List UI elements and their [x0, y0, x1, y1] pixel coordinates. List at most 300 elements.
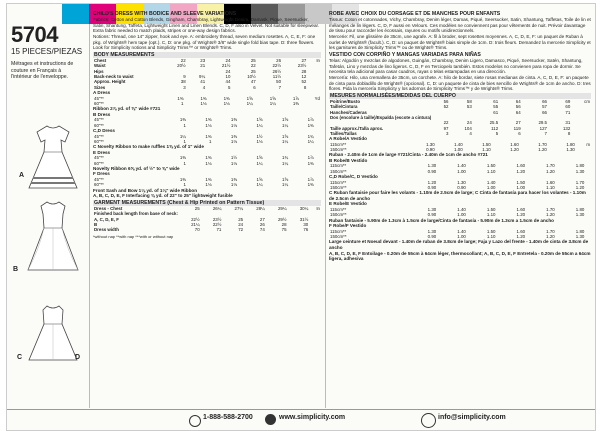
row-value: 1.20	[516, 212, 526, 218]
row-value: 1.00	[516, 184, 526, 190]
row-value	[309, 227, 321, 232]
row-label: Chest	[94, 58, 107, 64]
row-value: In	[316, 58, 320, 64]
row-value: 1½	[256, 133, 263, 139]
row-value: 0.90	[427, 234, 437, 240]
yardage-view-heading: C,D Robe/C, D Vestido	[329, 174, 378, 180]
row-value: 1⅛	[223, 100, 230, 106]
row-value: 104	[464, 125, 472, 131]
email-icon	[421, 413, 436, 428]
row-value: 3	[446, 130, 449, 136]
row-value: 1⅛	[230, 182, 238, 188]
row-value: 1.50	[486, 228, 496, 234]
spanish-merceria: Mercería: Hilo, una cremallera de 35cm, un corchete. A: hilo de bordar, siete rosas medianas de cinta. A, C, D, E, F: un paquete de cinta para dobladillo de Wrights® (opcional). C, D: un paquete de cinta de bies sencillo de Wrights® de 1cm de ancho. D: tres flores. Pida la mercería Simplicity y los adornos de Simplicity Trims™ y de Wrights® Trims.	[329, 74, 591, 92]
row-value: 1.10	[486, 234, 496, 240]
row-value: 23½	[212, 216, 222, 222]
row-value: 1.20	[546, 234, 555, 240]
yardage-note: C Novelty Ribbon to make ruffles 1⅝ yd. of 1" wide	[93, 144, 204, 150]
row-value: 26½	[272, 68, 282, 74]
row-value: 1⅛	[205, 182, 212, 188]
row-label: B	[94, 222, 98, 228]
row-label: Taille/Cintura	[330, 104, 358, 110]
yardage-view-heading: E Robe/E Vestido	[329, 201, 367, 207]
yardage-table	[93, 155, 321, 166]
row-label: 150cm**	[330, 184, 347, 190]
yardage-table	[329, 207, 591, 218]
row-value: 0.90	[427, 168, 437, 174]
row-value: 27	[259, 216, 265, 222]
row-value: 25	[194, 206, 200, 212]
row-label: 45"**	[94, 95, 104, 101]
row-value: 30	[303, 222, 309, 228]
footer-bar	[7, 409, 595, 430]
yardage-note: C Ruban fantaisie pour faire les volants - 1.10m de 2.5cm de large; C Cinta de fantasía para hacer los volantes - 1.10m de 2.5cm de ancho	[329, 190, 586, 201]
yardage-view-heading: F Dress	[93, 171, 110, 177]
row-value: 26	[276, 58, 282, 64]
english-yardage	[93, 90, 321, 193]
row-label: 150cm**	[330, 146, 347, 152]
row-value: 1⅝	[269, 95, 276, 101]
row-label: 60"**	[94, 100, 104, 106]
row-value: 1.70	[546, 163, 555, 169]
row-value: 22	[250, 63, 256, 69]
row-value: 47	[250, 79, 256, 85]
yardage-note: Ribbon 2⅞ yd. of ⅝" wide #721	[93, 106, 161, 112]
row-value: 6	[253, 84, 256, 90]
yardage-view-heading: B Robe/B Vestido	[329, 157, 368, 163]
row-value: 12	[301, 74, 307, 80]
row-value: Yd	[314, 95, 320, 101]
row-value: 24	[225, 58, 231, 64]
row-value: 1¼	[246, 100, 253, 106]
row-value: 21	[200, 63, 206, 69]
left-panel	[11, 24, 83, 81]
row-value: 72	[238, 227, 244, 233]
row-value: 56	[515, 104, 521, 110]
row-value: 25	[238, 216, 244, 222]
row-value: 21½	[221, 63, 231, 69]
row-value: 26¼	[212, 206, 222, 212]
yardage-table	[93, 177, 321, 188]
row-value: 1.10	[482, 146, 491, 152]
footer-phone: 1-888-588-2700	[203, 414, 253, 421]
row-value: 24	[225, 68, 231, 74]
row-value: 1.50	[486, 207, 496, 213]
row-value: 4	[469, 130, 472, 136]
row-value: 1.20	[516, 234, 526, 240]
row-value: 61	[493, 99, 499, 105]
french-tissus: Tissus: Coton et cotonnades, Vichy, Chambray, Denim léger, Damas, Piqué, Seersucker, Satin, Shantung, Taffetas, Toile de lin et mélanges de lin légers. C, D, F aussi en Velours. Ces modèles ne conviennent pas pour vêtements de nuit. Prévoir davantage de tissu pour raccorder les écossais, rayures ou motifs unidirectionnels.	[329, 17, 591, 34]
phone-icon	[189, 415, 201, 427]
row-value: 27¼	[234, 206, 244, 212]
row-value: 1⅜	[205, 155, 212, 161]
row-label: 115cm**	[330, 179, 347, 185]
row-value: 1⅜	[307, 182, 314, 188]
yardage-table	[329, 163, 591, 174]
yardage-view-heading: A Dress	[93, 89, 111, 95]
row-value: 1⅛	[205, 122, 212, 128]
row-value: 1.30	[426, 141, 435, 147]
view-b-label: B	[13, 266, 19, 273]
row-value: 24	[466, 120, 472, 126]
row-value: 9¼	[199, 74, 206, 80]
row-value: 1.40	[457, 163, 466, 169]
yardage-view-heading: F Robe/F Vestido	[329, 223, 367, 229]
row-value: 1.10	[486, 168, 496, 174]
view-a-label: A	[19, 172, 25, 179]
row-value: 1⅛	[205, 160, 212, 166]
pattern-number: 5704	[11, 22, 58, 47]
row-value: 74	[259, 227, 265, 233]
row-value: 1.70	[546, 207, 555, 213]
row-label: Dress width	[94, 227, 119, 233]
row-value: 1⅝	[282, 117, 289, 123]
row-label: 45"**	[94, 155, 104, 161]
row-value: 57	[542, 104, 547, 110]
row-value: 1⅛	[230, 122, 238, 128]
row-value: 1⅜	[230, 177, 238, 183]
row-value: 66	[542, 99, 547, 105]
row-value: 1⅝	[256, 155, 263, 161]
yardage-note: Large ceinture et Noeud devant - 1.40m de ruban de 3.8cm de large; Faja y Lazo del frente - 1.40m de cinta de 3.8cm de ancho	[329, 239, 589, 250]
row-value: 64	[515, 109, 521, 115]
row-value: 1.70	[546, 228, 555, 234]
row-value: 1⅝	[246, 95, 253, 101]
row-value: 71	[565, 109, 571, 115]
row-value: 1¼	[269, 100, 276, 106]
row-label: Taille approx./Talla aprox.	[330, 125, 384, 131]
row-value: 1⅜	[205, 117, 212, 123]
row-value: 1	[209, 138, 212, 144]
mesures-title: MESURES NORMALISÉES/MEDIDAS DEL CUERPO	[329, 93, 591, 99]
row-value: 1.30	[575, 212, 585, 218]
row-value: 0.90	[427, 212, 437, 218]
row-label: Dos (encolure à taille)/Espalda (escote a cintura)	[330, 114, 432, 120]
french-spanish-column	[329, 10, 591, 406]
row-value: 29½	[277, 216, 287, 222]
row-value: 1.20	[510, 146, 519, 152]
row-value: 1¼	[282, 138, 289, 144]
yardage-view-heading: B Dress	[93, 111, 111, 117]
row-value: 6	[518, 130, 521, 136]
garment-measurements-table	[93, 206, 321, 232]
row-value: 1⅜	[205, 177, 212, 183]
row-value: 1⅞	[292, 95, 299, 101]
row-value: 69	[565, 99, 571, 105]
row-value: 52	[301, 79, 307, 85]
row-value: 1.10	[486, 212, 496, 218]
row-value: 1.20	[538, 146, 547, 152]
row-value: 1.50	[482, 141, 491, 147]
row-value: 55	[493, 104, 499, 110]
row-label: 115cm**	[330, 141, 347, 147]
yardage-view-heading: A Robe/A Vestido	[329, 136, 367, 142]
row-value: 1½	[230, 155, 238, 161]
row-value: 66	[542, 109, 547, 115]
row-label: Hips	[94, 68, 104, 74]
row-value: 5	[227, 84, 231, 90]
row-value: 41	[200, 79, 206, 85]
row-value: 127	[539, 125, 547, 131]
row-value: 1¼	[256, 160, 263, 166]
row-value: 1¼	[282, 160, 289, 166]
row-value: 1.20	[546, 212, 555, 218]
row-value: 1¼	[256, 182, 263, 188]
row-value: 28¼	[256, 206, 265, 212]
row-value: 1⅝	[282, 177, 289, 183]
row-value: 1⅜	[179, 117, 186, 123]
row-value: 1.80	[566, 141, 575, 147]
row-value: 1.30	[575, 234, 585, 240]
row-value: 1.60	[510, 141, 519, 147]
row-value: 24	[238, 222, 244, 228]
row-value: 1	[183, 182, 186, 188]
row-label: 115cm**	[330, 228, 347, 234]
piece-count: 15 PIECES/PIEZAS	[11, 47, 83, 56]
english-column	[93, 10, 321, 406]
row-value: 22	[180, 58, 186, 64]
row-label: 115cm**	[330, 207, 347, 213]
yardage-note: Ruban - 2.40m de 1cm de large #721/Cinta - 2.40m de 1cm de ancho #721	[329, 152, 488, 158]
row-value: 7	[278, 84, 282, 90]
row-value: 1.10	[546, 184, 555, 190]
row-value: 1¼	[256, 122, 263, 128]
row-label: Poitrine/Busto	[330, 99, 361, 105]
footer-email: info@simplicity.com	[438, 414, 506, 421]
yardage-table	[329, 180, 591, 191]
row-value: 1.40	[454, 141, 463, 147]
row-value: 1.40	[486, 179, 496, 185]
row-value: 1.30	[575, 168, 585, 174]
row-value: 9	[183, 74, 186, 80]
yardage-table	[93, 117, 321, 128]
row-value: 76	[303, 227, 309, 233]
row-value: 112	[491, 125, 499, 131]
row-value: 1⅝	[282, 133, 289, 139]
row-value: 1	[183, 122, 186, 128]
row-value: 132	[562, 125, 571, 131]
row-value: 64	[515, 99, 521, 105]
row-value: 30¼	[299, 206, 309, 212]
row-value: 1	[183, 160, 186, 166]
view-d-label: D	[75, 354, 81, 361]
english-notions: Notions: Thread, one 14" zipper, hook and eye. A: embroidery thread, seven medium rosettes. A, C, E, F: one pkg. of Wrights® hem tape (opt.). C, D: one pkg. of Wrights® 3/8" wide single fold bias tape. D: three flowers. Look for Simplicity notions and Simplicity Trims™ or Wrights® Trims.	[93, 34, 316, 51]
globe-icon	[265, 414, 276, 425]
row-label: Back-neck to waist	[94, 74, 134, 80]
row-value: 26	[259, 222, 265, 228]
row-value: 1.50	[516, 179, 526, 185]
row-value: cm	[584, 99, 590, 105]
row-value: 31½	[299, 216, 309, 222]
row-value: 1⅞	[307, 117, 314, 123]
row-value: 0.90	[426, 146, 435, 152]
row-value: 7	[544, 130, 547, 136]
row-value: 71	[216, 227, 222, 233]
row-value: 10½	[247, 74, 256, 80]
row-value: 25.5	[489, 120, 499, 126]
row-value: 1	[181, 100, 184, 106]
row-value: 1.30	[457, 179, 466, 185]
row-label: 45"**	[94, 133, 104, 139]
row-value: 29.5	[538, 120, 547, 126]
view-c-dress	[23, 304, 83, 364]
french-entoilage: A, B, C, D, E, F Entoilage - 0.20m de 55cm à 64cm léger, thermocollant; A, B, C, D, E, F Entretela - 0.20m de 55cm a 64cm ligera, adhesiva	[329, 250, 591, 262]
row-value: 1.40	[457, 228, 466, 234]
row-value: 119	[513, 125, 521, 131]
row-value: 1⅜	[230, 133, 238, 139]
row-value: 1⅜	[177, 95, 184, 101]
row-value: 10	[225, 74, 231, 80]
spanish-telas: Telas: Algodón y mezclas de algodones, Guingán, Chambray, Denim Ligero, Damasco, Piqué, Seersucker, Satén, Shantung, Tafetán, Lino y mezclas de lino ligeros. C, D, F en Terciopelo también. Estos modelos no convienen para ropa de dormir. Se necesita tela adicional para casar cuadros, rayas o telas estampadas en una dirección.	[329, 58, 583, 75]
yardage-table	[93, 134, 321, 145]
yardage-table	[329, 142, 591, 153]
row-label: 60"**	[94, 160, 104, 166]
row-label: Sizes	[94, 84, 106, 90]
row-value: 1.20	[516, 168, 526, 174]
row-value: 1⅜	[200, 95, 207, 101]
row-value: 1⅜	[179, 177, 186, 183]
french-mercerie: Mercerie: Fil, une glissière de 35cm, une agrafe. A: fil à broder, sept rosettes moyennes. A, C, D, E, F: un paquet de Ruban à ourlet de Wrights® (facult.). C, D: un paquet de Wrights® biais simple de 1cm. D: trois fleurs. Demandez la mercerie Simplicity et les garnitures de Simplicity Trims™ ou de Wrights® Trims.	[329, 34, 591, 51]
row-value: m	[586, 141, 590, 147]
english-footnote: *without nap **with nap ***with or without nap	[93, 233, 174, 239]
row-value: 1.20	[546, 168, 555, 174]
row-value: 1	[183, 138, 186, 144]
row-value: 1⅛	[230, 138, 238, 144]
row-value: 20½	[177, 63, 186, 69]
row-value: 1.30	[427, 228, 437, 234]
row-value: 1.20	[575, 184, 585, 190]
yardage-view-heading: E Dress	[93, 149, 111, 155]
row-label: Approx. Height	[94, 79, 126, 85]
row-value: 1⅞	[307, 155, 314, 161]
row-value: 1.60	[516, 228, 526, 234]
row-value: 31	[565, 120, 571, 126]
row-value: 22½	[272, 63, 282, 69]
color-swatch	[62, 4, 89, 24]
row-value: 1.60	[516, 163, 526, 169]
row-label: 45"**	[94, 117, 104, 123]
row-value: 52	[443, 104, 449, 110]
row-value: 3	[183, 84, 186, 90]
row-value: 1⅝	[256, 117, 263, 123]
row-value: 1.60	[546, 179, 555, 185]
row-label: 60"**	[94, 182, 104, 188]
row-value: 1⅞	[307, 177, 314, 183]
row-value: 1⅜	[230, 117, 238, 123]
row-value: 27	[515, 120, 521, 126]
row-value: 1⅜	[179, 155, 186, 161]
row-value: 22½	[212, 222, 222, 228]
yardage-note: Ruban fantaisie - 5.90m de 1.3cm à 1.5cm de large/Cinta de fantasía - 5.90m de 1.3cm a 1.5cm de ancho	[329, 217, 554, 223]
row-value: 58	[466, 99, 472, 105]
view-a-dress	[25, 124, 81, 194]
row-value: 0.90	[457, 184, 466, 190]
row-value: 8	[567, 130, 571, 136]
row-value: 1¾	[282, 155, 289, 161]
row-value: 11½	[272, 74, 282, 80]
row-value: 28	[301, 68, 307, 74]
row-value: 1¾	[307, 133, 314, 139]
panel-divider	[89, 24, 90, 408]
row-value: 1.00	[486, 184, 496, 190]
row-value: 22½	[191, 216, 200, 222]
row-value: 38	[180, 79, 186, 85]
row-label: Tailles/Tallas	[330, 130, 357, 136]
row-value: 8	[303, 84, 307, 90]
row-value: 50	[276, 79, 282, 85]
french-spanish-yardage	[329, 136, 591, 251]
row-value: 0.90	[427, 184, 437, 190]
row-value: 29¼	[277, 206, 287, 212]
row-value: 1¼	[307, 138, 314, 144]
row-value: 1⅛	[256, 138, 263, 144]
row-label: A, C, D, E, F	[94, 216, 119, 222]
row-value: 1.00	[454, 146, 463, 152]
body-measurements-table	[93, 58, 321, 90]
row-value: In	[316, 206, 320, 212]
row-value: 25	[250, 58, 256, 64]
row-value: 1⅜	[307, 160, 314, 166]
row-label: 150cm**	[330, 234, 347, 240]
row-value: 1¼	[179, 133, 186, 139]
row-value: 1.00	[457, 168, 466, 174]
yardage-note: Front Sash and Bow 1⅛ yd. of 1⅛" wide Ribbon	[93, 187, 198, 193]
row-label: 60"**	[94, 122, 104, 128]
english-title: CHILD'S DRESS WITH BODICE AND SLEEVE VARIATIONS	[93, 11, 237, 17]
row-label: 115cm**	[330, 163, 347, 169]
row-value: 61	[493, 109, 499, 115]
row-value: 1.30	[427, 163, 437, 169]
row-value: 21¼	[191, 222, 200, 228]
yardage-table	[329, 229, 591, 240]
row-value: 56	[443, 99, 449, 105]
row-label: Waist	[94, 63, 106, 69]
row-value: 1.80	[575, 228, 585, 234]
row-label: 150cm**	[330, 168, 347, 174]
row-value: 23½	[297, 63, 307, 69]
row-label: Finished back length from base of neck:	[94, 211, 178, 217]
view-b-dress	[25, 200, 81, 274]
table-row	[93, 227, 321, 232]
row-value: 1⅜	[307, 122, 314, 128]
row-value: 1⅜	[205, 133, 212, 139]
yardage-table	[93, 96, 321, 107]
body-measurements-title: BODY MEASUREMENTS	[93, 52, 321, 58]
row-value: 44	[225, 79, 231, 85]
row-value: 70	[194, 227, 200, 233]
row-value: 1.60	[516, 207, 526, 213]
column-divider	[325, 24, 326, 408]
garment-measurements-title: GARMENT MEASUREMENTS (Chest & Hip Printed on Pattern Tissue)	[93, 200, 321, 206]
row-value: 1¼	[282, 122, 289, 128]
french-title: ROBE AVEC CHOIX DU CORSAGE ET DE MANCHES POUR ENFANTS	[329, 11, 501, 17]
row-value: 1⅛	[230, 160, 238, 166]
row-value: 5	[495, 130, 499, 136]
english-fabrics: Fabrics: Cotton and Cotton Blends, Gingham, Chambray, Lightweight Denim, Damask, Pique, Seersucker, Satin, Shantung, Taffeta, Lightweight Linen and Linen Blends. C, D, F also in Velvet. Not suitable for sleepwear. Extra fabric needed to match plaids, stripes or one-way design fabrics.	[93, 17, 320, 34]
row-value: 1.80	[575, 207, 585, 213]
view-c-label: C	[17, 354, 23, 361]
spanish-title: VESTIDO CON CORPIÑO Y MANGAS VARIADAS PARA NIÑAS	[329, 51, 481, 58]
row-value: 1.70	[538, 141, 547, 147]
row-value: 1⅝	[256, 177, 263, 183]
row-label: Hanches/Caderas	[330, 109, 367, 115]
row-value: 53	[466, 104, 472, 110]
yardage-note: Novelty Ribbon 6⅝ yd. of ½" to ⅝" wide	[93, 165, 180, 171]
row-value: 1.20	[427, 179, 437, 185]
row-label: 45"**	[94, 177, 104, 183]
row-value: 75	[281, 227, 287, 233]
row-value: 1.30	[427, 207, 437, 213]
